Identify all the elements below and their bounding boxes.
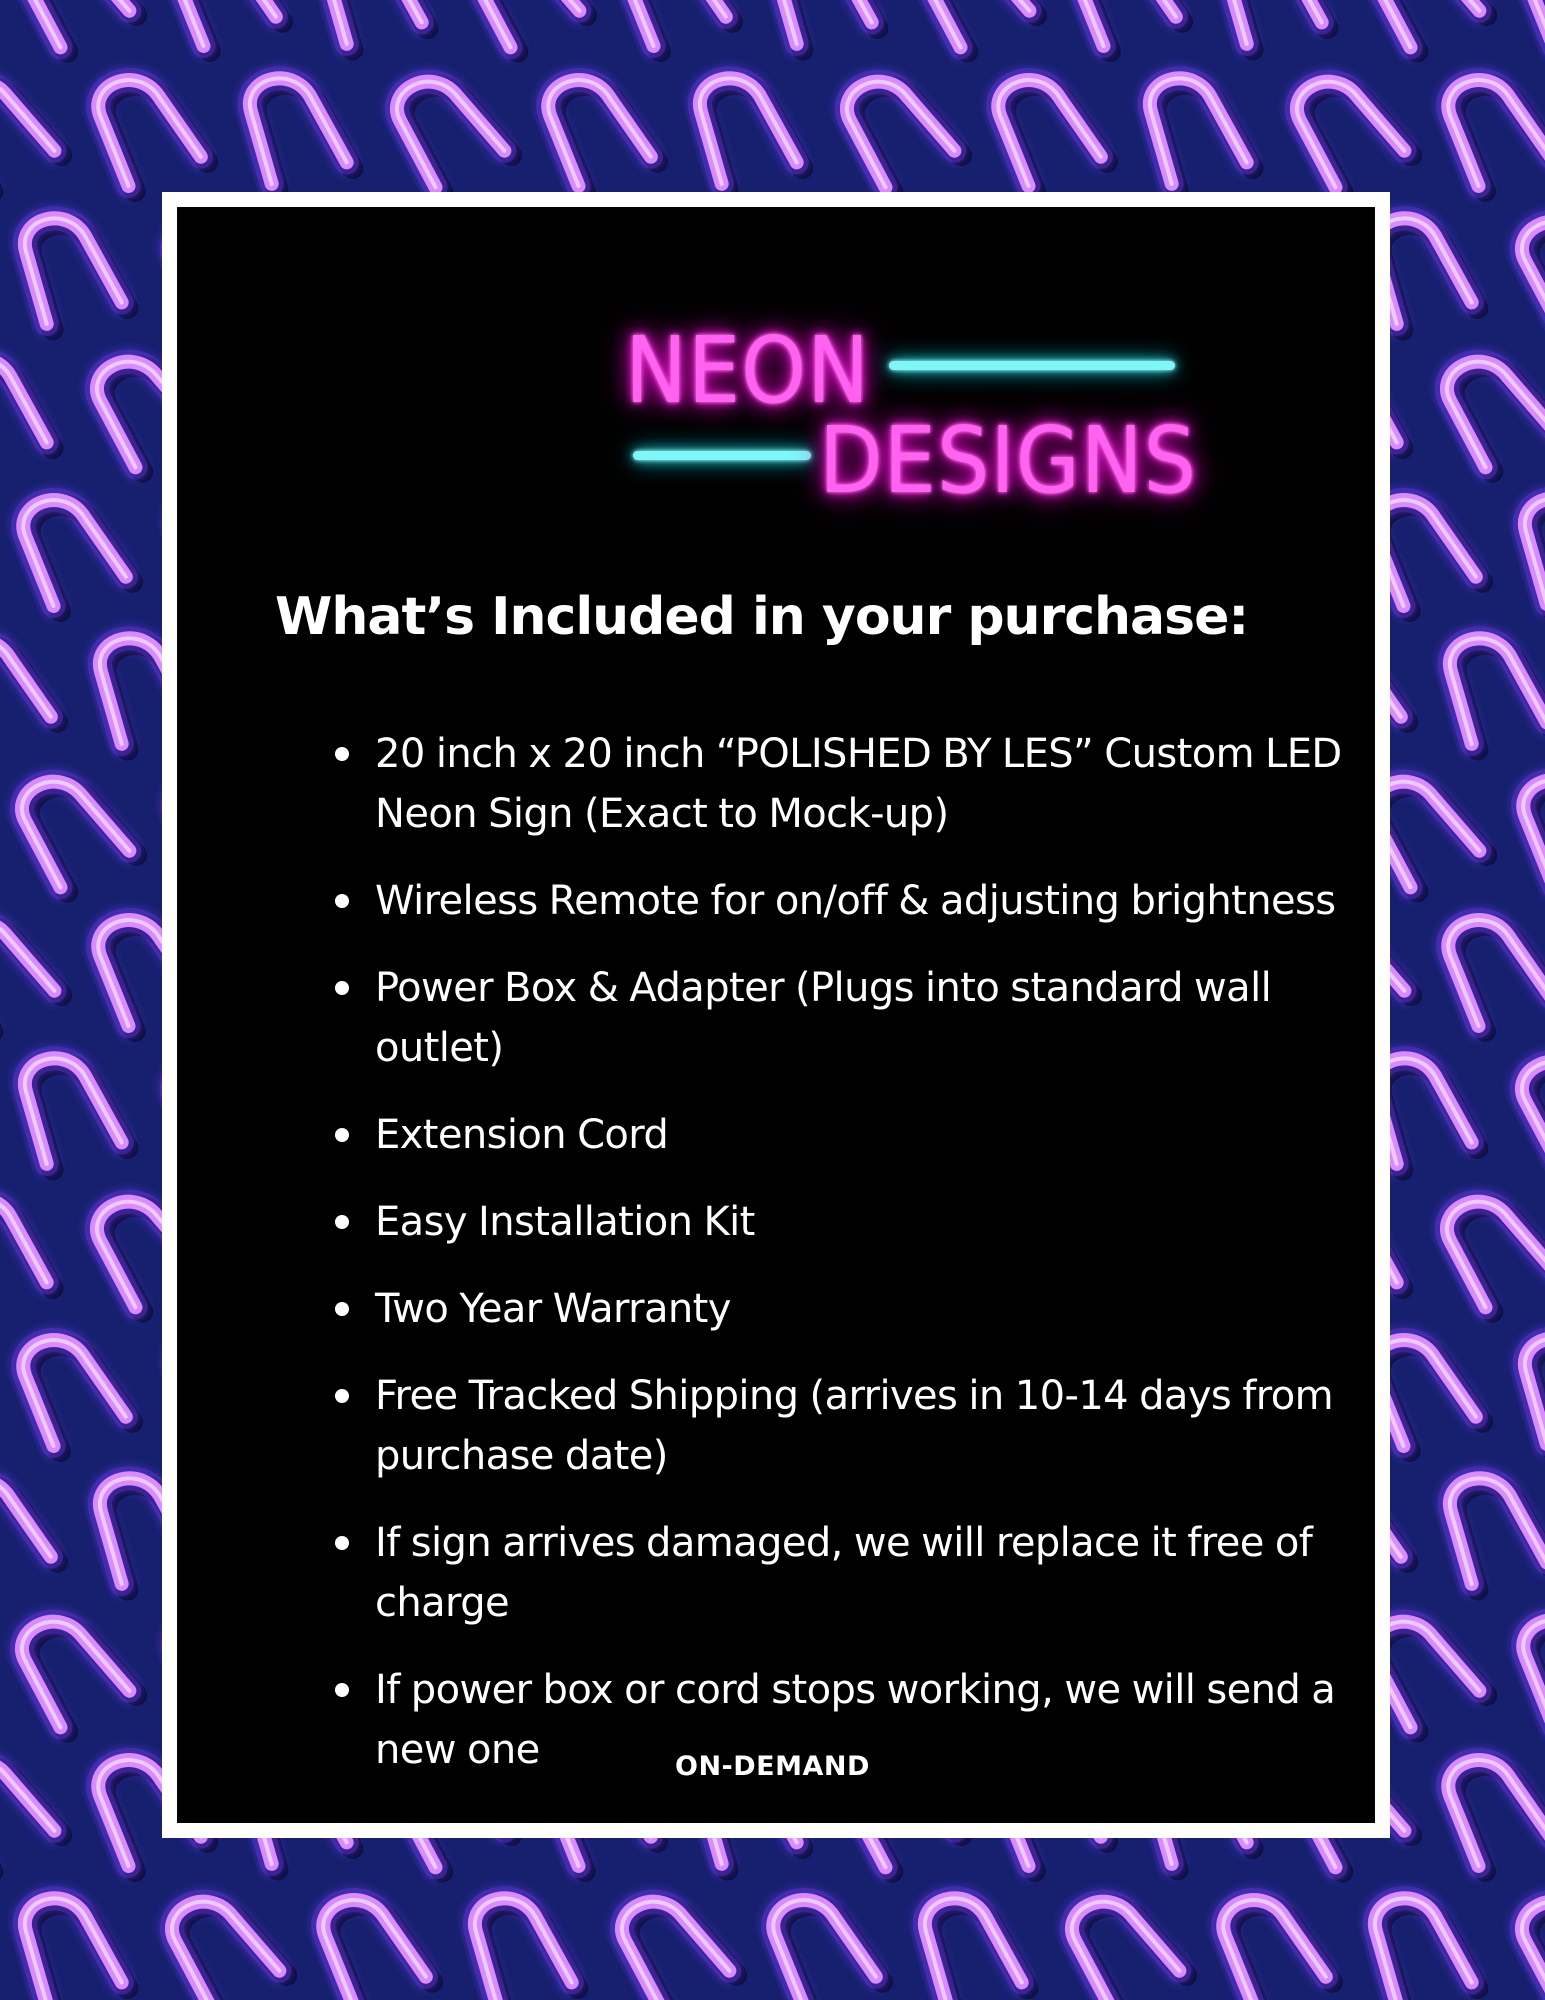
logo-neon-bar-top	[889, 361, 1175, 370]
neon-n-letter-icon	[463, 0, 586, 54]
neon-n-letter-icon	[1441, 902, 1545, 1033]
info-card-inner	[177, 207, 1375, 1823]
list-item	[257, 871, 1387, 931]
neon-n-letter-icon	[1144, 65, 1252, 191]
bullet-icon	[335, 1389, 349, 1403]
list-item-text: Power Box & Adapter (Plugs into standard wall outlet)	[375, 965, 1272, 1071]
neon-n-letter-icon	[1513, 1040, 1545, 1174]
neon-n-letter-icon	[0, 900, 61, 1034]
neon-n-letter-icon	[1513, 1880, 1545, 2000]
neon-n-letter-icon	[1066, 0, 1182, 52]
list-item	[257, 1513, 1387, 1633]
neon-n-letter-icon	[766, 1882, 882, 2000]
neon-n-letter-icon	[319, 0, 427, 51]
neon-n-letter-icon	[1444, 625, 1545, 751]
neon-n-letter-icon	[0, 1462, 57, 1593]
list-item-text: 20 inch x 20 inch “POLISHED BY LES” Custom LED Neon Sign (Exact to Mock-up)	[375, 731, 1342, 837]
logo-word-designs: DESIGNS	[819, 407, 1198, 514]
neon-n-letter-icon	[769, 0, 877, 51]
list-item	[257, 1279, 1387, 1339]
neon-n-letter-icon	[1438, 1180, 1545, 1314]
bullet-icon	[335, 1302, 349, 1316]
bullet-icon	[335, 1128, 349, 1142]
bullet-icon	[335, 981, 349, 995]
neon-n-letter-icon	[991, 62, 1107, 193]
list-item	[257, 958, 1387, 1078]
bullet-icon	[335, 1536, 349, 1550]
bullet-icon	[335, 1215, 349, 1229]
neon-n-letter-icon	[13, 1600, 136, 1734]
neon-n-letter-icon	[166, 0, 282, 52]
neon-n-letter-icon	[13, 760, 136, 894]
neon-n-letter-icon	[1516, 1602, 1545, 1733]
neon-n-letter-icon	[0, 1185, 52, 1311]
neon-n-letter-icon	[1441, 62, 1545, 193]
neon-n-letter-icon	[1516, 762, 1545, 893]
logo-neon-bar-bottom	[633, 451, 811, 460]
list-item	[257, 724, 1387, 844]
neon-n-letter-icon	[388, 60, 511, 194]
neon-n-letter-icon	[19, 1885, 127, 2000]
neon-designs-logo	[455, 297, 1255, 527]
list-item-text: Wireless Remote for on/off & adjusting brightness	[375, 878, 1336, 924]
neon-n-letter-icon	[16, 1322, 132, 1453]
included-items-list	[257, 724, 1387, 1807]
neon-n-letter-icon	[0, 1740, 61, 1874]
neon-n-letter-icon	[0, 622, 57, 753]
neon-n-letter-icon	[19, 1045, 127, 1171]
list-item-text: Easy Installation Kit	[375, 1199, 755, 1245]
neon-n-letter-icon	[1438, 340, 1545, 474]
list-item	[257, 1192, 1387, 1252]
neon-n-letter-icon	[1513, 200, 1545, 334]
list-item-text: If power box or cord stops working, we will send a new one	[375, 1667, 1336, 1773]
bullet-icon	[335, 894, 349, 908]
neon-n-letter-icon	[13, 0, 136, 54]
list-item-text: If sign arrives damaged, we will replace it free of charge	[375, 1520, 1313, 1626]
list-item	[257, 1366, 1387, 1486]
neon-n-letter-icon	[694, 65, 802, 191]
bullet-icon	[335, 1683, 349, 1697]
neon-n-letter-icon	[316, 1882, 432, 2000]
neon-n-letter-icon	[0, 60, 61, 194]
neon-n-letter-icon	[1219, 0, 1327, 51]
neon-n-letter-icon	[469, 1885, 577, 2000]
logo-word-neon: NEON	[625, 317, 870, 424]
neon-n-letter-icon	[1444, 1465, 1545, 1591]
neon-n-letter-icon	[1216, 1882, 1332, 2000]
neon-n-letter-icon	[19, 205, 127, 331]
neon-n-letter-icon	[1363, 0, 1486, 54]
neon-n-letter-icon	[16, 482, 132, 613]
list-item-text: Extension Cord	[375, 1112, 669, 1158]
neon-n-letter-icon	[0, 345, 52, 471]
included-heading: What’s Included in your purchase:	[275, 587, 1249, 647]
list-item-text: Two Year Warranty	[375, 1286, 731, 1332]
neon-n-letter-icon	[91, 62, 207, 193]
neon-n-letter-icon	[616, 0, 732, 52]
neon-n-letter-icon	[163, 1880, 286, 2000]
neon-n-letter-icon	[613, 1880, 736, 2000]
neon-n-letter-icon	[1369, 1885, 1477, 2000]
bullet-icon	[335, 747, 349, 761]
neon-n-letter-icon	[1288, 60, 1411, 194]
neon-n-letter-icon	[541, 62, 657, 193]
neon-n-letter-icon	[1441, 1742, 1545, 1873]
neon-n-letter-icon	[838, 60, 961, 194]
neon-n-letter-icon	[1516, 0, 1545, 52]
neon-n-letter-icon	[1519, 1325, 1545, 1451]
neon-n-letter-icon	[919, 1885, 1027, 2000]
neon-n-letter-icon	[244, 65, 352, 191]
neon-n-letter-icon	[1063, 1880, 1186, 2000]
list-item	[257, 1105, 1387, 1165]
neon-n-letter-icon	[1519, 485, 1545, 611]
neon-n-letter-icon	[913, 0, 1036, 54]
info-card	[162, 192, 1390, 1838]
list-item-text: Free Tracked Shipping (arrives in 10-14 days from purchase date)	[375, 1373, 1333, 1479]
on-demand-tag: ON-DEMAND	[675, 1751, 870, 1782]
